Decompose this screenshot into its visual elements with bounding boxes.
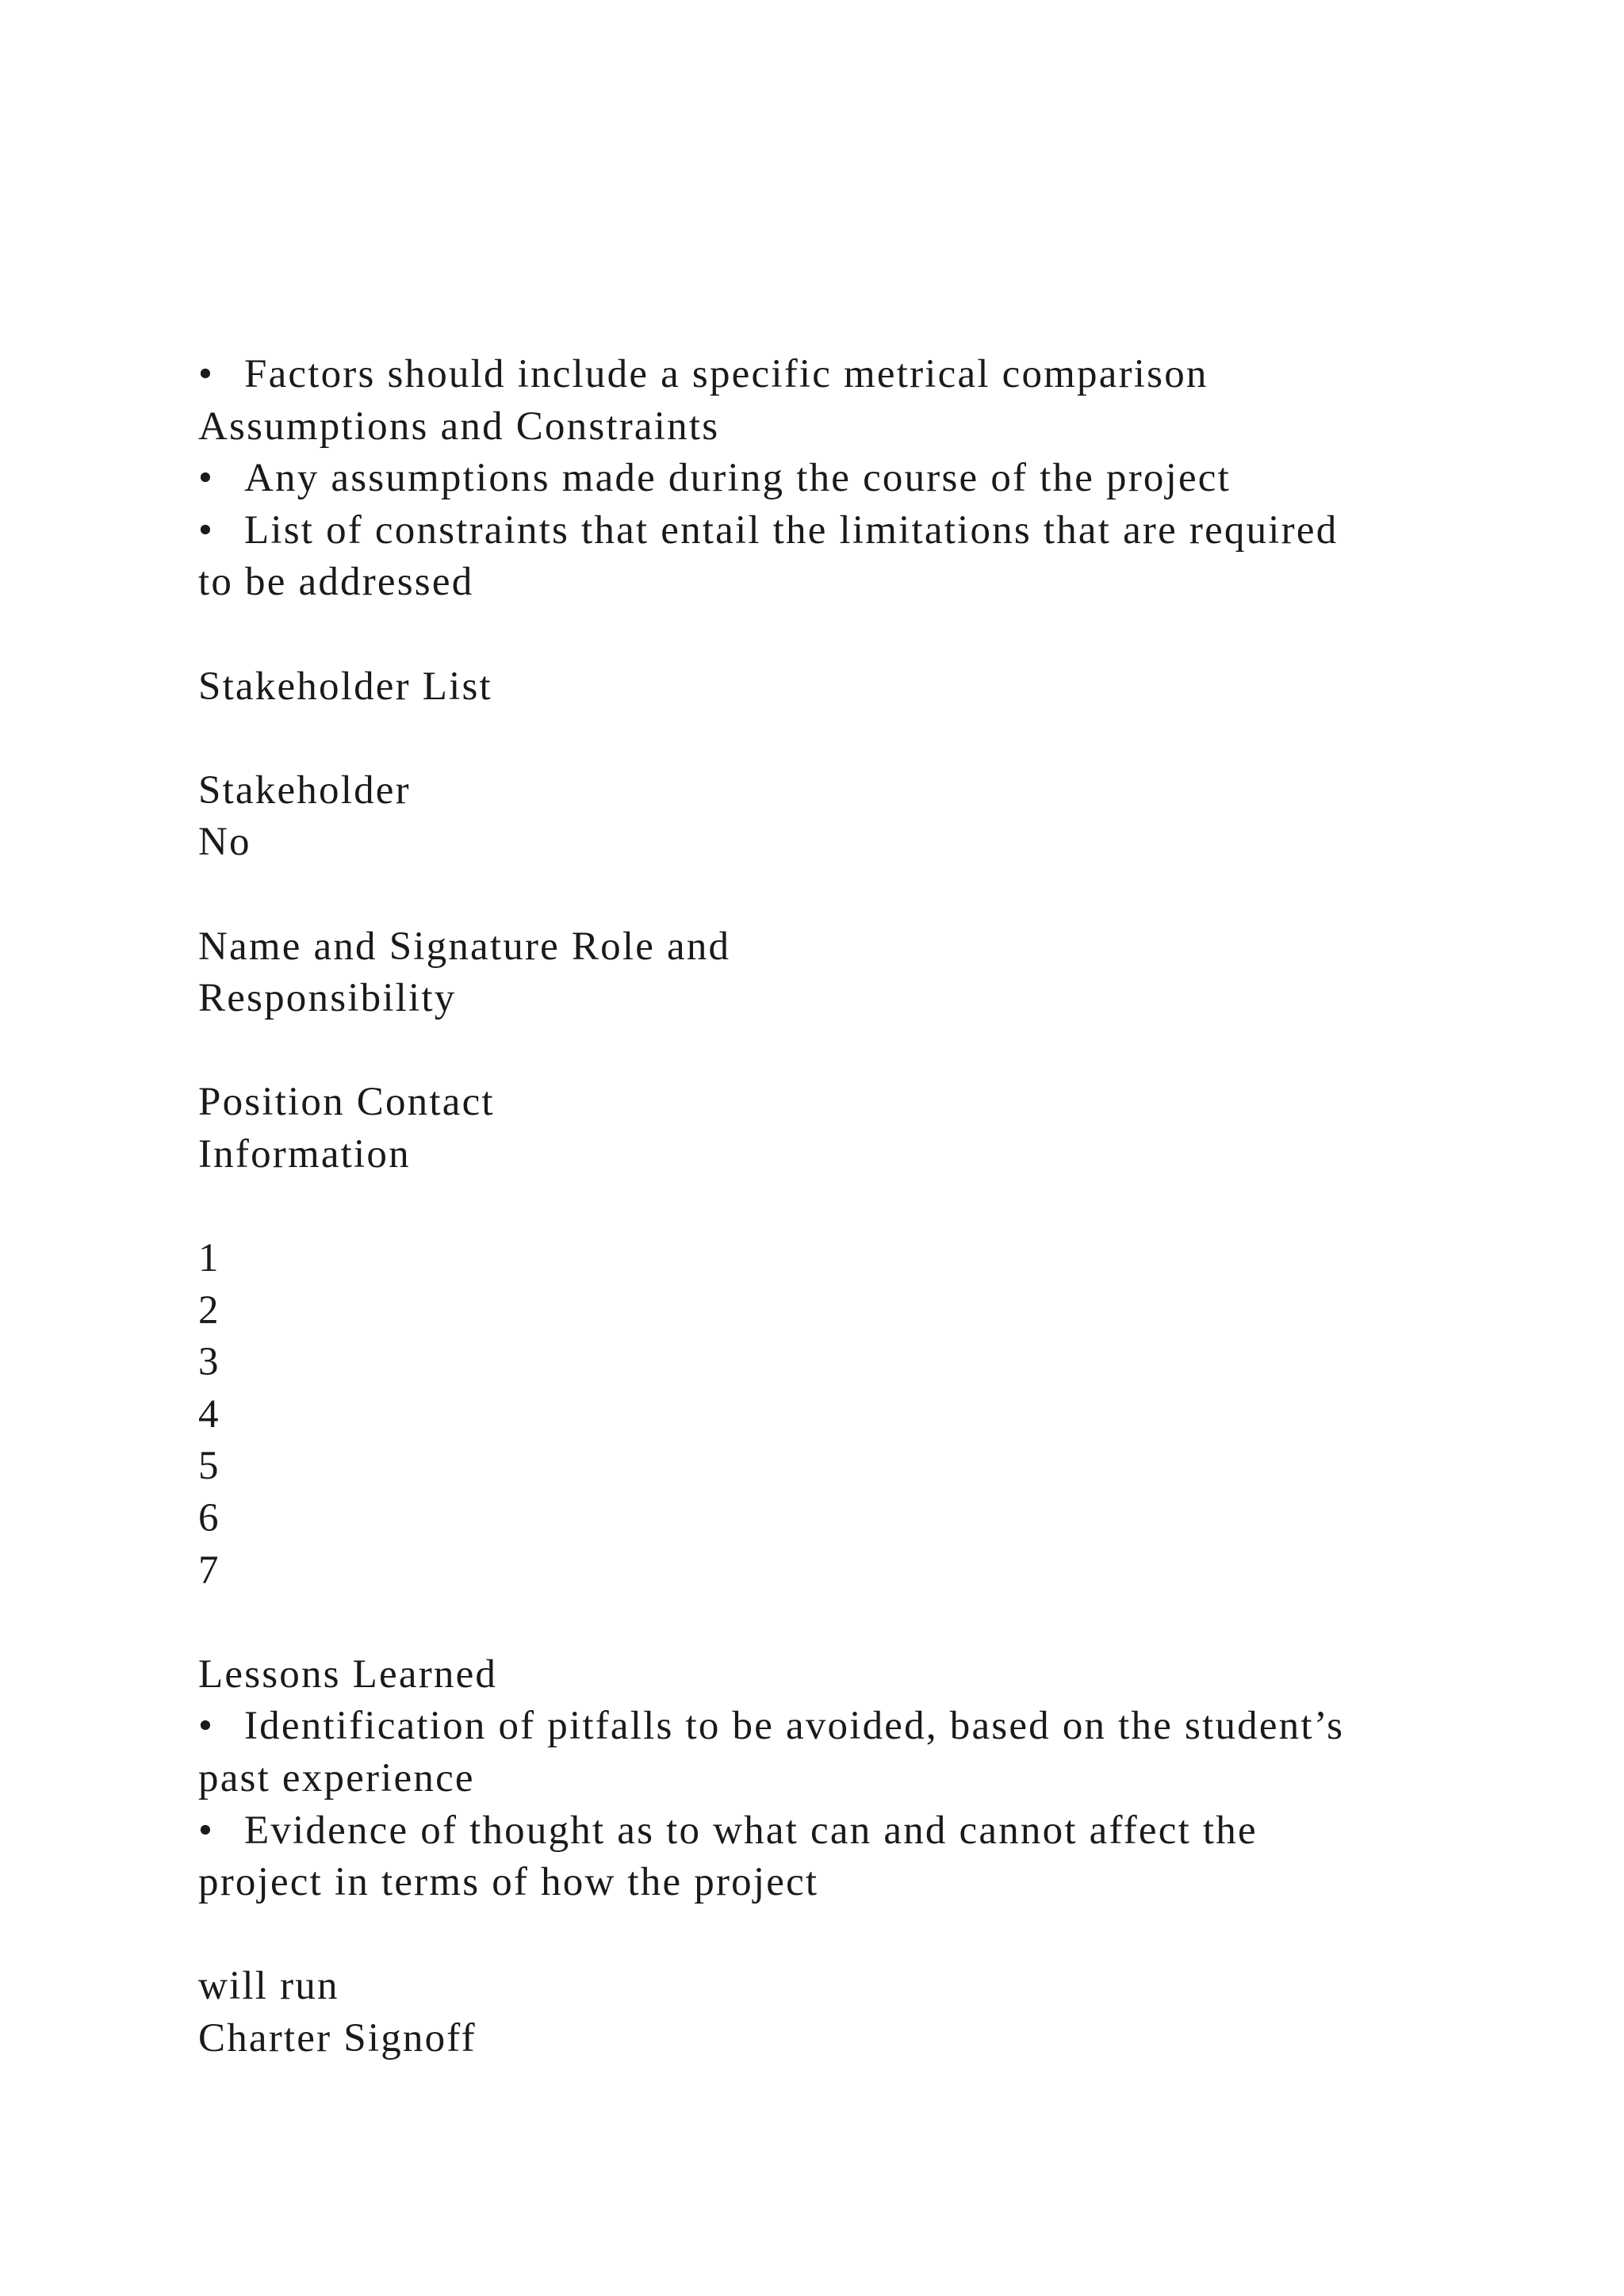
assumptions-bullet-1-text: Any assumptions made during the course of the project	[244, 456, 1231, 501]
bullet-icon: •	[198, 1808, 215, 1853]
lessons-bullet-1-continuation: past experience	[198, 1756, 475, 1801]
stakeholder-col-2-line-1: Name and Signature Role and	[198, 924, 731, 969]
lessons-trailing-text: will run	[198, 1964, 339, 2009]
stakeholder-col-3-line-1: Position Contact	[198, 1080, 495, 1125]
stakeholder-number: 5	[198, 1444, 220, 1489]
lessons-bullet-1-text: Identification of pitfalls to be avoided, based on the student’s	[244, 1704, 1345, 1749]
document-page	[198, 349, 1507, 2065]
spacer	[198, 1025, 1507, 1077]
stakeholder-number: 4	[198, 1391, 220, 1437]
stakeholder-col-3-line-2: Information	[198, 1131, 411, 1177]
assumptions-bullet-2	[198, 505, 1507, 557]
stakeholder-col-1-line-1: Stakeholder	[198, 767, 411, 813]
intro-bullet-text: Factors should include a specific metrical comparison	[244, 352, 1208, 396]
assumptions-bullet-2-continuation: to be addressed	[198, 560, 474, 605]
assumptions-bullet-1	[198, 453, 1507, 505]
lessons-bullet-1	[198, 1701, 1507, 1753]
assumptions-bullet-2-text: List of constraints that entail the limitations that are required	[244, 507, 1339, 553]
intro-bullet-line	[198, 349, 1507, 401]
spacer	[198, 1909, 1507, 1961]
stakeholder-number: 6	[198, 1496, 220, 1541]
bullet-icon: •	[198, 352, 215, 396]
stakeholder-col-2-line-2: Responsibility	[198, 976, 457, 1021]
lessons-bullet-2-continuation: project in terms of how the project	[198, 1860, 819, 1905]
spacer	[198, 713, 1507, 765]
stakeholder-list-heading: Stakeholder List	[198, 664, 492, 709]
bullet-icon: •	[198, 456, 215, 501]
lessons-bullet-2-text: Evidence of thought as to what can and cannot affect the	[244, 1808, 1258, 1853]
stakeholder-number: 1	[198, 1236, 220, 1281]
spacer	[198, 1181, 1507, 1234]
spacer	[198, 869, 1507, 921]
charter-signoff-heading: Charter Signoff	[198, 2016, 477, 2061]
stakeholder-number: 3	[198, 1340, 220, 1385]
bullet-icon: •	[198, 507, 215, 553]
spacer	[198, 609, 1507, 661]
stakeholder-number: 7	[198, 1548, 220, 1593]
assumptions-heading: Assumptions and Constraints	[198, 404, 720, 449]
lessons-bullet-2	[198, 1805, 1507, 1858]
lessons-learned-heading: Lessons Learned	[198, 1651, 498, 1697]
stakeholder-number: 2	[198, 1288, 220, 1333]
stakeholder-col-1-line-2: No	[198, 820, 251, 865]
bullet-icon: •	[198, 1704, 215, 1749]
spacer	[198, 1597, 1507, 1649]
